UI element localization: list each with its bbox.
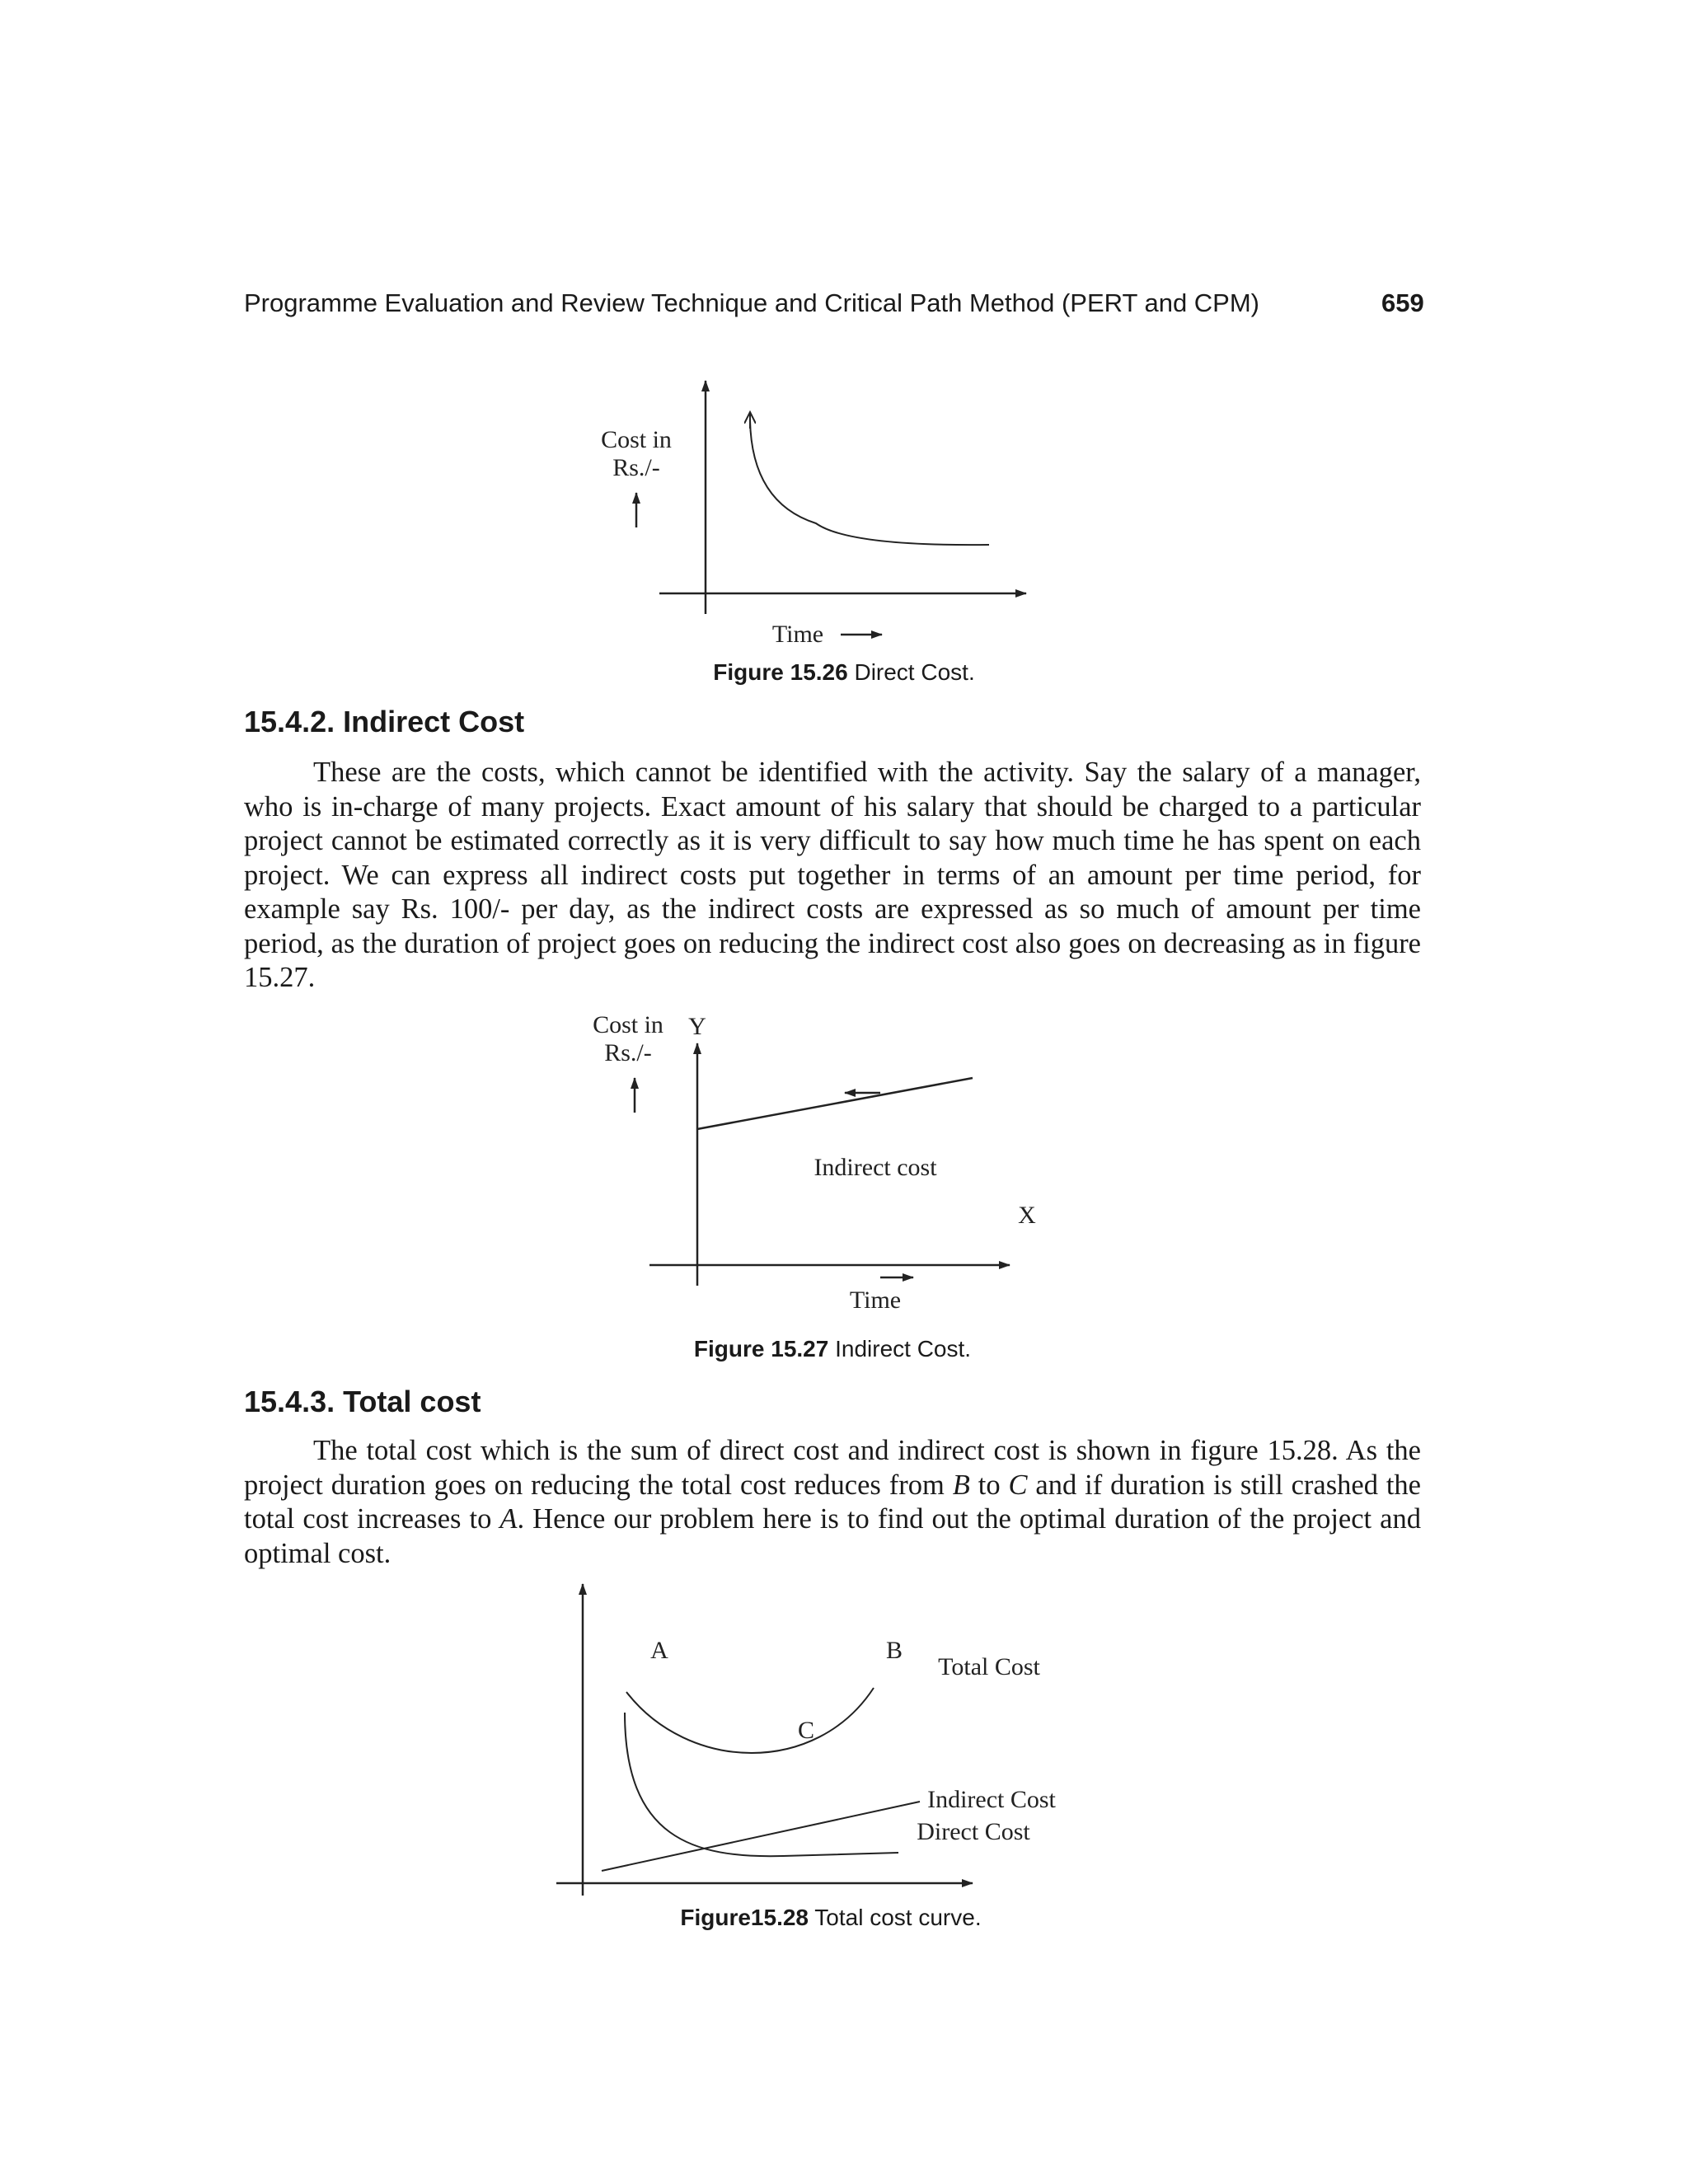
caption-label: Figure 15.26 (713, 659, 848, 685)
y-axis-label-line2: Rs./- (604, 1039, 652, 1066)
x-axis-label: Time (849, 1286, 902, 1314)
direct-cost-curve (750, 420, 989, 545)
figure-15-28-total-cost-curve (544, 1574, 1137, 1904)
total-cost-paragraph: The total cost which is the sum of direct cost and indirect cost is shown in figure 15.28. As the project duration goes on reducing the total cost reduces from B to C and if duration is still crashed the total cost increases to A. Hence our problem here is to find out the optimal duration of the project and optimal cost. (244, 1435, 1421, 1569)
curve-label: Indirect cost (814, 1154, 937, 1181)
caption-label: Figure 15.27 (693, 1336, 829, 1361)
x-axis-letter: X (1018, 1202, 1036, 1229)
direct-cost-curve (625, 1713, 898, 1856)
figure-15-28-caption (584, 1905, 1078, 1931)
figure-15-27-indirect-cost (577, 1005, 1088, 1335)
page-number: 659 (1381, 288, 1424, 317)
y-axis-label-line1: Cost in (601, 426, 672, 453)
point-c-label: C (797, 1717, 815, 1744)
y-axis-letter: Y (688, 1013, 706, 1040)
point-a-label: A (650, 1637, 668, 1664)
section-heading-indirect-cost: 15.4.2. Indirect Cost (244, 705, 525, 738)
y-axis-label-line1: Cost in (593, 1011, 663, 1038)
direct-cost-label: Direct Cost (917, 1818, 1030, 1845)
indirect-cost-paragraph: These are the costs, which cannot be identified with the activity. Say the salary of a manager, who is in-charge of many projects. Exact amount of his salary that should be charged to a particular project cannot be estimated correctly as it is very difficult to say how much time he has spent on each project. We can express all indirect costs put together in terms of an amount per time period, for example say Rs. 100/- per day, as the indirect costs are expressed as so much of amount per time period, as the duration of project goes on reducing the indirect cost also goes on decreasing as in figure 15.27. (244, 757, 1421, 993)
x-axis-label: Time (771, 621, 824, 648)
caption-text: Direct Cost. (854, 659, 975, 685)
caption-text: Total cost curve. (814, 1905, 982, 1930)
total-cost-curve (626, 1688, 874, 1753)
point-b-label: B (885, 1637, 903, 1664)
figure-15-26-direct-cost (577, 363, 1088, 659)
running-title: Programme Evaluation and Review Technique and Critical Path Method (PERT and CPM) (244, 288, 1260, 317)
indirect-cost-label: Indirect Cost (927, 1786, 1056, 1813)
caption-label: Figure15.28 (680, 1905, 809, 1930)
y-axis-label-line2: Rs./- (612, 454, 660, 481)
section-heading-total-cost: 15.4.3. Total cost (244, 1385, 481, 1418)
figure-15-27-caption (585, 1336, 1080, 1362)
caption-text: Indirect Cost. (835, 1336, 972, 1361)
figure-15-26-caption (597, 659, 1091, 686)
total-cost-label: Total Cost (938, 1653, 1040, 1680)
indirect-cost-line (697, 1078, 973, 1129)
